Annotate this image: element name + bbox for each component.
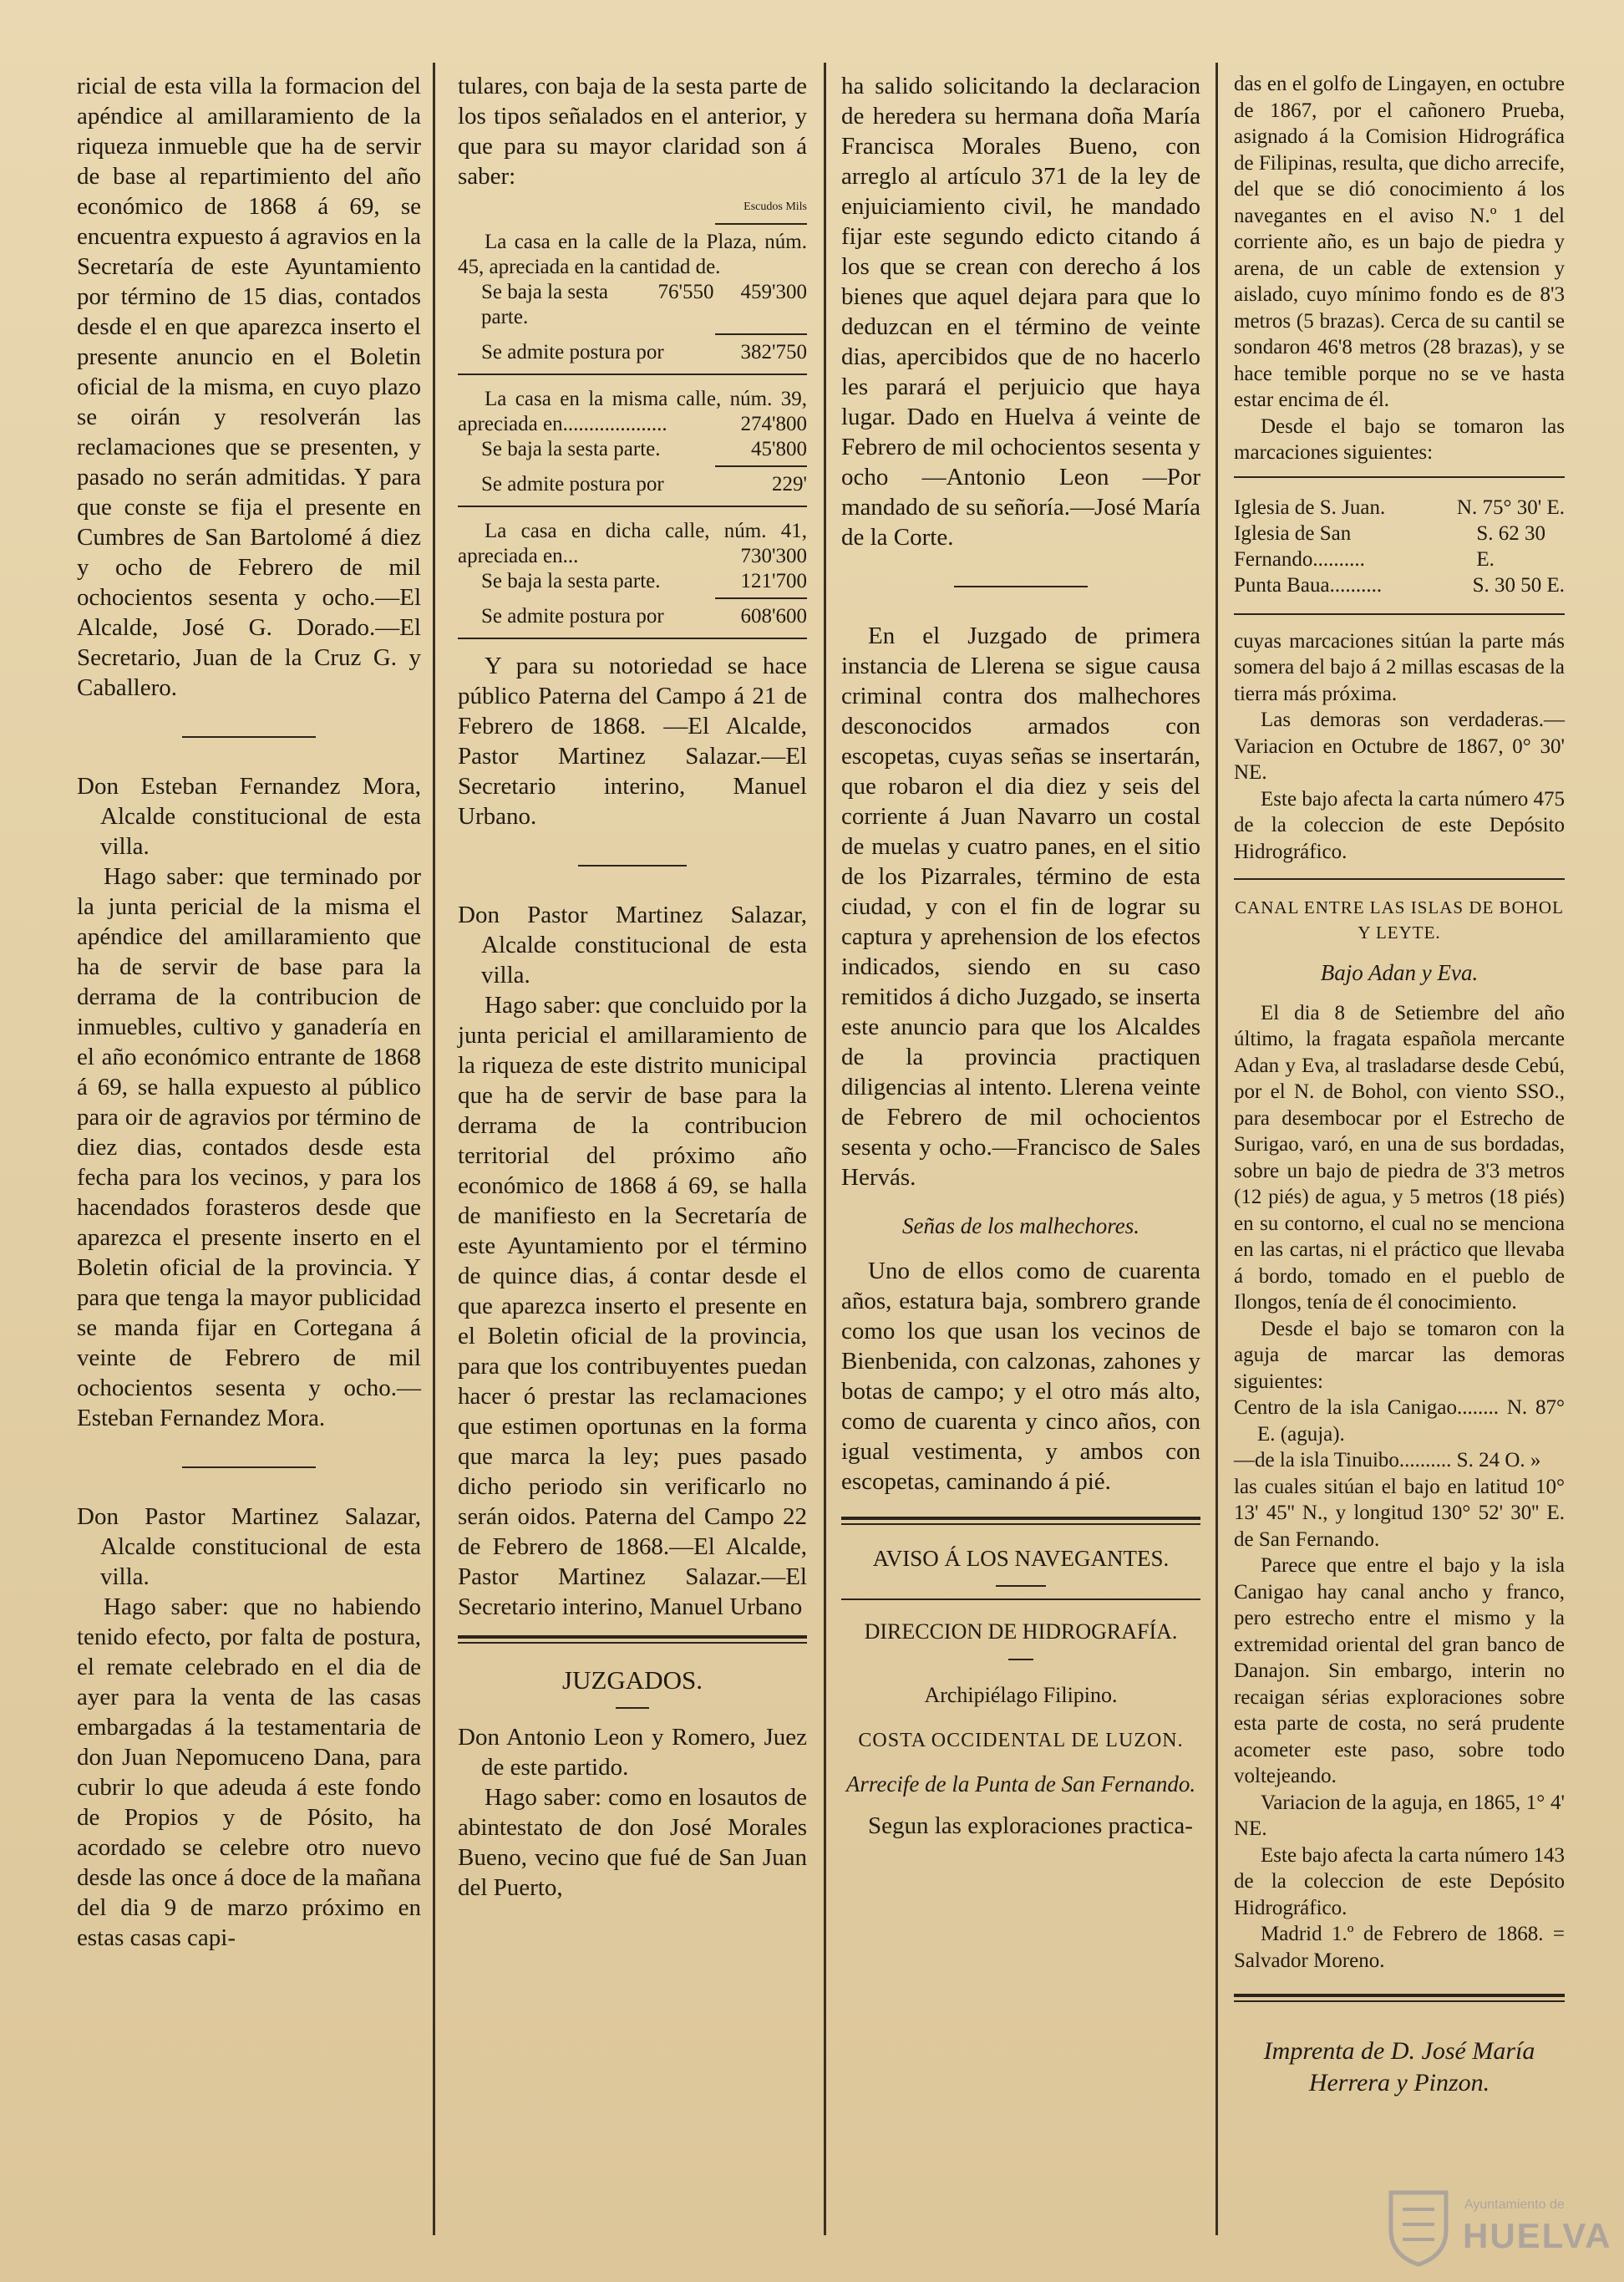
notice-text: Variacion de la aguja, en 1865, 1° 4' NE.: [1234, 1791, 1565, 1840]
watermark-small-text: Ayuntamiento de: [1464, 2198, 1565, 2212]
notice-heading: Don Pastor Martinez Salazar, Alcalde constitucional de esta villa.: [77, 1503, 421, 1590]
notice-remate: Hago saber: que no habiendo tenido efecto, por falta de postura, el remate celebrado en el dia de ayer para la venta de las casas embargadas á la testamentaria de don Juan Nepomuceno Dana, para cubrir lo que adeuda á este fondo de Propios y de Pósito, ha acordado se celebre otro nuevo desde las once á doce de la mañana del dia 9 de marzo próximo en estas casas capi-: [77, 1593, 421, 1951]
bearing-line: —de la isla Tinuibo.......... S. 24 O. »: [1234, 1449, 1541, 1471]
huelva-watermark-logo: [1383, 2179, 1612, 2271]
separator: [1234, 1994, 1565, 1997]
notice-text: Este bajo afecta la carta número 475 de la coleccion de este Depósito Hidrográfico.: [1234, 787, 1565, 863]
table-row: [458, 387, 807, 507]
column-rule: [1215, 63, 1218, 2235]
bearing-line: Centro de la isla Canigao........ N. 87° E. (aguja).: [1234, 1396, 1565, 1446]
subheading: COSTA OCCIDENTAL DE LUZON.: [858, 1730, 1184, 1751]
separator: [996, 1585, 1046, 1587]
house-value: 459'300: [740, 281, 807, 303]
notice-cortegana: Hago saber: que terminado por la junta pericial de la misma el apéndice del amillaramiento que ha de servir de base para la derrama de la contribucion de inmuebles, cultivo y ganadería en el año económico entrante de 1868 á 69, se halla expuesto al público para oir de agravios por término de diez dias, contados desde esta fecha para los vecinos, y para los hacendados forasteros desde que aparezca el presente inserto en el Boletin oficial de la provincia. Y para que tenga la mayor publicidad se manda fijar en Cortegana á veinte de Febrero de mil ochocientos sesenta y ocho.—Esteban Fernandez Mora.: [77, 863, 421, 1431]
separator: [458, 506, 807, 507]
separator: [841, 1523, 1200, 1525]
notice-text: ha salido solicitando la declaracion de heredera su hermana doña María Francisca Morales Bueno, con arreglo al artículo 371 de la ley de enjuiciamiento civil, he mandado fijar este segundo edicto citando á los que se crean con derecho á los bienes que aquel dejara para que lo deduzcan en el término de veinte dias, apercibidos que de no hacerlo les parará el perjuicio que haya lugar. Dado en Huelva á veinte de Febrero de mil ochocientos sesenta y ocho —Antonio Leon —Por mandado de su señoría.—José María de la Corte.: [841, 73, 1200, 551]
printer-credit: Imprenta de D. José María Herrera y Pinzon.: [1263, 2037, 1535, 2096]
house-description: La casa en dicha calle, núm. 41, apreciada en...: [458, 520, 807, 567]
postura-label: Se admite postura por: [481, 341, 664, 363]
separator: [1234, 2000, 1565, 2002]
separator: [1234, 476, 1565, 478]
separator: [458, 374, 807, 375]
notice-text: Segun las exploraciones practica-: [868, 1812, 1193, 1839]
column-rule: [433, 63, 435, 2235]
table-row: [1234, 521, 1565, 572]
house-value: 274'800: [740, 413, 807, 435]
notice-text: cuyas marcaciones sitúan la parte más somera del bajo á 2 millas escasas de la tierra más próxima.: [1234, 629, 1565, 705]
postura-value: 382'750: [740, 341, 807, 363]
notice-senas: Uno de ellos como de cuarenta años, estatura baja, sombrero grande como los que usan los vecinos de Bienbenida, con calzonas, zahones y botas de campo; y el otro más alto, como de cuarenta y cinco años, con igual vestimenta, y ambos con escopetas, caminando á pié.: [841, 1258, 1200, 1495]
house-description: La casa en la calle de la Plaza, núm. 45, apreciada en la cantidad de.: [458, 231, 807, 278]
subheading: Archipiélago Filipino.: [924, 1683, 1118, 1707]
notice-text: Parece que entre el bajo y la isla Canigao hay canal ancho y franco, pero estrecho entre el mismo y la extremidad oriental del gran banco de Danajon. Sin embargo, interin no recaigan sérias exploraciones sobre esta parte de costa, no será prudente acometer este paso, sobre todo voltejeando.: [1234, 1554, 1565, 1787]
separator: [578, 865, 687, 867]
baja-label: Se baja la sesta parte.: [481, 281, 609, 328]
notice-llerena: En el Juzgado de primera instancia de Llerena se sigue causa criminal contra dos malhechores desconocidos armados con escopetas, cuyas señas se insertarán, que robaron el dia diez y seis del corriente á Juan Navarro un costal de muelas y cuatro panes, en el sitio de los Pizarrales, término de esta ciudad, y con el fin de lograr su captura y aprehension de los efectos indicados, siendo en su caso remitidos á dicho Juzgado, se inserta este anuncio para que los Alcaldes de la provincia practiquen diligencias al intento. Llerena veinte de Febrero de mil ochocientos sesenta y ocho.—Francisco de Sales Hervás.: [841, 623, 1200, 1191]
separator: [715, 465, 807, 467]
notice-heading: Don Antonio Leon y Romero, Juez de este partido.: [458, 1724, 807, 1781]
separator: [1234, 878, 1565, 880]
notice-text: Las demoras son verdaderas.— Variacion en Octubre de 1867, 0° 30' NE.: [1234, 709, 1565, 784]
coat-of-arms-icon: [1383, 2184, 1454, 2268]
separator: [458, 638, 807, 639]
column-3: [841, 71, 1200, 1841]
separator: [1234, 613, 1565, 615]
column-4: [1234, 71, 1565, 2099]
separator: [715, 333, 807, 335]
section-title: JUZGADOS.: [562, 1665, 703, 1695]
postura-value: 608'600: [740, 605, 807, 628]
section-title: DIRECCION DE HIDROGRAFÍA.: [864, 1619, 1178, 1644]
separator: [841, 1517, 1200, 1520]
section-title: AVISO Á LOS NAVEGANTES.: [872, 1546, 1170, 1571]
watermark-big-text: HUELVA: [1463, 2216, 1612, 2255]
notice-text: El dia 8 de Setiembre del año último, la fragata española mercante Adan y Eva, al trasladarse desde Cebú, por el N. de Bohol, con viento SSO., para desembocar por el Estrecho de Surigao, varó, en una de sus bordadas, sobre un bajo de piedra de 3'3 metros (12 piés) de agua, y 5 metros (18 piés) en su contorno, el cual no se menciona en las cartas, ni el práctico que llevaba á bordo, tomado en el pueblo de Ilongos, tenía de él conocimiento.: [1234, 1001, 1565, 1314]
separator: [954, 586, 1088, 587]
separator: [715, 223, 807, 225]
section-title: CANAL ENTRE LAS ISLAS DE BOHOL Y LEYTE.: [1235, 897, 1564, 943]
house-value: 730'300: [740, 545, 807, 567]
separator: [182, 1466, 316, 1468]
baja-label: Se baja la sesta parte.: [481, 438, 661, 460]
bearing-value: S. 30 50 E.: [1472, 573, 1565, 597]
separator: [458, 1642, 807, 1644]
postura-label: Se admite postura por: [481, 473, 664, 496]
notice-amillaramiento: Hago saber: que concluido por la junta pericial el amillaramiento de la riqueza de este distrito municipal que ha de servir de base para la derrama de la contribucion territorial del próximo año económico de 1868 á 69, se halla de manifiesto en la Secretaría de este Ayuntamiento por el término de quince dias, á contar desde el que aparezca inserto el presente en el Boletin oficial de la provincia, para que los contribuyentes puedan hacer ó prestar las reclamaciones que estimen oportunas en la forma que marca la ley; pues pasado dicho periodo sin verificarlo no serán oidos. Paterna del Campo 22 de Febrero de 1868.—El Alcalde, Pastor Martinez Salazar.—El Secretario interino, Manuel Urbano: [458, 992, 807, 1620]
separator: [841, 1598, 1200, 1600]
bearings-table: [1234, 495, 1565, 598]
notice-juez: Hago saber: como en losautos de abintestato de don José Morales Bueno, vecino que fué de San Juan del Puerto,: [458, 1784, 807, 1901]
houses-table: [458, 195, 807, 639]
notice-text: Desde el bajo se tomaron con la aguja de marcar las demoras siguientes:: [1234, 1317, 1565, 1393]
notice-cumbres: ricial de esta villa la formacion del apéndice al amillaramiento de la riqueza inmueble que ha de servir de base al repartimiento del año económico de 1868 á 69, se encuentra expuesto á agravios en la Secretaría de este Ayuntamiento por término de 15 dias, contados desde el en que aparezca inserto el presente anuncio en el Boletin oficial de la misma, en cuyo plazo se oirán y resolverán las reclamaciones que se presenten, y pasado no serán admitidas. Y para que conste se fija el presente en Cumbres de San Bartolomé á diez y ocho de Febrero de mil ochocientos sesenta y ocho.—El Alcalde, José G. Dorado.—El Secretario, Juan de la Cruz G. y Caballero.: [77, 73, 421, 701]
bearing-value: S. 62 30 E.: [1476, 521, 1545, 571]
subheading: Señas de los malhechores.: [902, 1213, 1139, 1238]
table-row: [458, 519, 807, 639]
signature-line: Madrid 1.º de Febrero de 1868. = Salvador Moreno.: [1234, 1923, 1565, 1972]
notice-text: las cuales sitúan el bajo en latitud 10° 13' 45'' N., y longitud 130° 52' 30'' E. de San Fernando.: [1234, 1475, 1565, 1551]
baja-value: 45'800: [750, 438, 807, 460]
notice-text: das en el golfo de Lingayen, en octubre de 1867, por el cañonero Prueba, asignado á la Comision Hidrográfica de Filipinas, resulta, que dicho arrecife, del que se dió conocimiento á los navegantes en el aviso N.º 1 del corriente año, es un bajo de piedra y arena, de un cable de extension y aislado, cuyo mínimo fondo es de 8'3 metros (5 brazas). Cerca de su cantil se sondaron 46'8 metros (28 brazas), y se hace temible porque no se ve hasta estar encima de él.: [1234, 73, 1565, 411]
postura-label: Se admite postura por: [481, 605, 664, 628]
subheading: Arrecife de la Punta de San Fernando.: [845, 1771, 1196, 1797]
notice-heading: Don Esteban Fernandez Mora, Alcalde constitucional de esta villa.: [77, 773, 421, 860]
bearing-name: Iglesia de S. Juan.: [1234, 496, 1386, 519]
notice-text: Este bajo afecta la carta número 143 de la coleccion de este Depósito Hidrográfico.: [1234, 1843, 1565, 1919]
notice-text: Y para su notoriedad se hace público Paterna del Campo á 21 de Febrero de 1868. —El Alcalde, Pastor Martinez Salazar.—El Secretario interino, Manuel Urbano.: [458, 653, 807, 830]
bearing-name: Punta Baua..........: [1234, 573, 1383, 597]
separator: [458, 1635, 807, 1639]
column-2: [458, 71, 807, 1903]
bearing-value: N. 75° 30' E.: [1456, 496, 1565, 519]
baja-label: Se baja la sesta parte.: [481, 570, 661, 592]
bearing-name: Iglesia de San Fernando..........: [1234, 521, 1365, 571]
baja-value: 76'550: [657, 281, 714, 303]
postura-value: 229': [771, 473, 807, 496]
column-1: [77, 71, 421, 1953]
separator: [715, 597, 807, 599]
notice-heading: Don Pastor Martinez Salazar, Alcalde constitucional de esta villa.: [458, 902, 807, 989]
baja-value: 121'700: [740, 570, 807, 592]
notice-text: tulares, con baja de la sesta parte de los tipos señalados en el anterior, y que para su mayor claridad son á saber:: [458, 73, 807, 190]
house-description: La casa en la misma calle, núm. 39, apreciada en....................: [458, 388, 807, 435]
separator: [616, 1707, 649, 1709]
column-rule: [824, 63, 826, 2235]
table-row: [1234, 572, 1565, 598]
table-row: [458, 230, 807, 375]
table-row: [1234, 495, 1565, 521]
table-header: Escudos Mils: [743, 201, 807, 213]
separator: [1008, 1659, 1033, 1660]
notice-text: Desde el bajo se tomaron las marcaciones siguientes:: [1234, 414, 1565, 464]
separator: [182, 736, 316, 738]
subheading: Bajo Adan y Eva.: [1320, 960, 1479, 985]
